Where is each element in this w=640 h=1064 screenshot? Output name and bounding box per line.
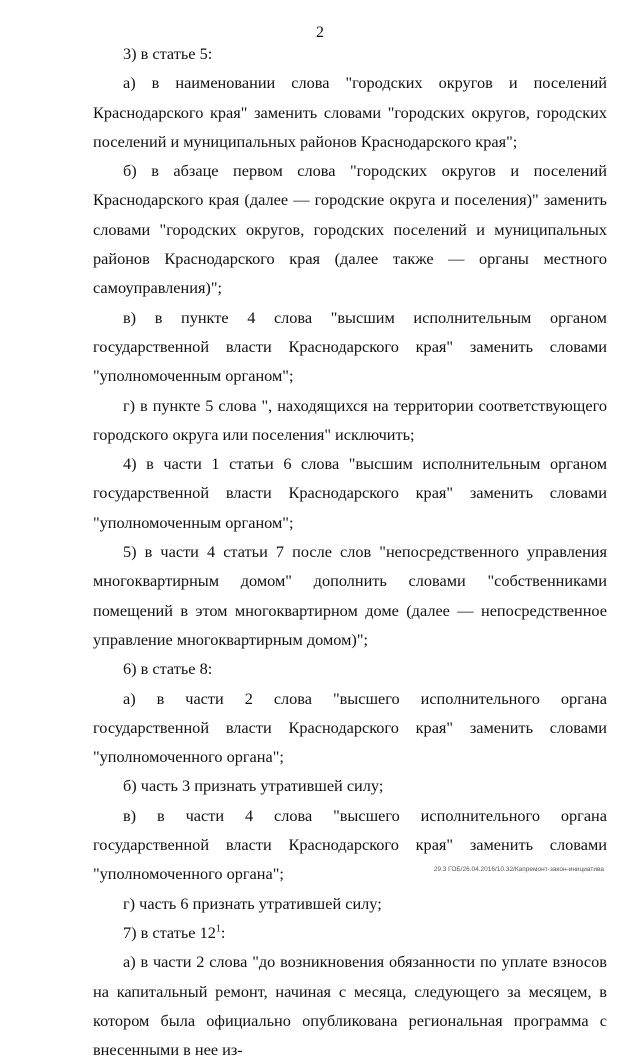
item-7-superscript: 1 [215,923,221,935]
paragraph-6b: б) часть 3 признать утратившей силу; [123,776,384,796]
paragraph-item-5: 5) в части 4 статьи 7 после слов "непосредственного управления многоквартирным домом" дополнить словами "собственниками помещений в этом многоквартирном доме (далее — непосредственное управление многоквартирным домом)"; [93,542,607,649]
paragraph-item-3: 3) в статье 5: [123,44,213,63]
document-footer-stamp: 29.3 ГОБ/26.04.2016/10.32/Капремонт-закон-инициатива [433,866,604,873]
paragraph-6v: в) в части 4 слова "высшего исполнительного органа государственной власти Краснодарского края" заменить словами "уполномоченного органа"; [93,805,607,884]
paragraph-3a: а) в наименовании слова "городских округов и поселений Краснодарского края" заменить словами "городских округов, городских поселений и муниципальных районов Краснодарского края"; [93,73,607,151]
paragraph-3v: в) в пункте 4 слова "высшим исполнительным органом государственной власти Краснодарского края" заменить словами "уполномоченным органом"; [93,307,607,386]
paragraph-item-7 [93,918,607,947]
paragraph-item-4: 4) в части 1 статьи 6 слова "высшим исполнительным органом государственной власти Краснодарского края" заменить словами "уполномоченным органом"; [93,454,607,532]
paragraph-3g: г) в пункте 5 слова ", находящихся на территории соответствующего городского округа или поселения" исключить; [93,395,607,444]
page-number: 2 [316,24,324,41]
item-7-text: 7) в статье 12 [123,922,216,942]
document-body [93,39,607,1064]
paragraph-item-6: 6) в статье 8: [123,659,213,679]
item-7-tail: : [220,922,226,942]
paragraph-6g: г) часть 6 признать утратившей силу; [123,893,382,913]
paragraph-3b: б) в абзаце первом слова "городских округов и поселений Краснодарского края (далее — городские округа и поселения)" заменить словами "городских округов, городских поселений и муниципальных районов Краснодарского края (далее также — органы местного самоуправления)"; [93,161,607,298]
paragraph-6a: а) в части 2 слова "высшего исполнительного органа государственной власти Краснодарского края" заменить словами "уполномоченного органа"; [93,688,607,767]
paragraph-7a: а) в части 2 слова "до возникновения обязанности по уплате взносов на капитальный ремонт, начиная с месяца, следующего за месяцем, в котором была официально опубликована региональная программа с внесенными в нее из- [93,952,607,1060]
